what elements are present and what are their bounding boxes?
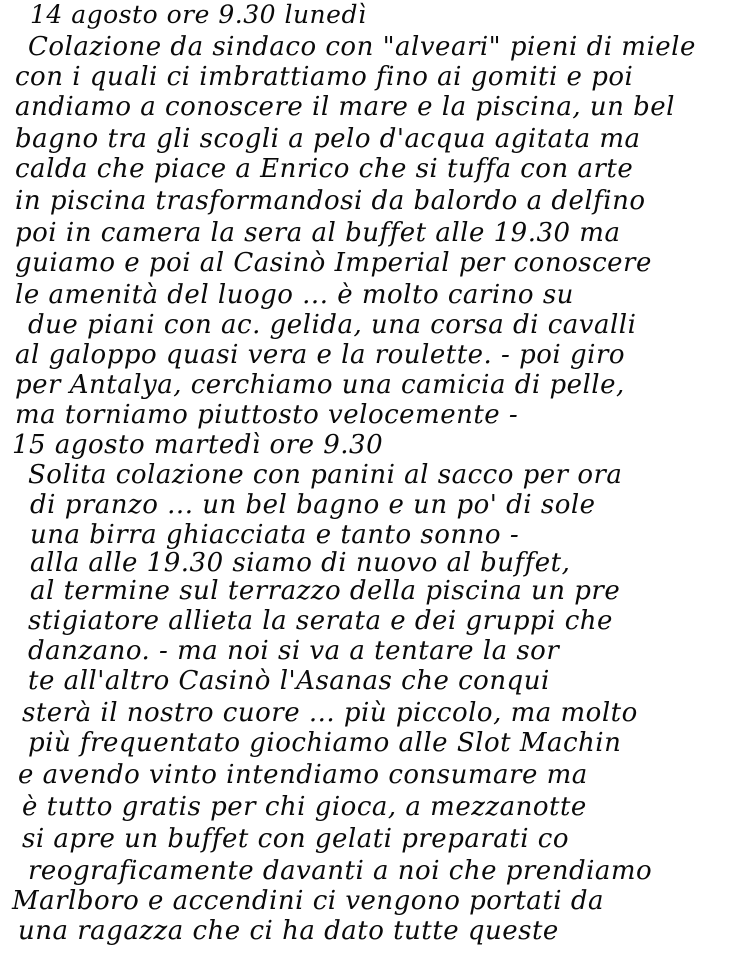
text-line-4: andiamo a conoscere il mare e la piscina, un bel xyxy=(15,92,675,122)
text-line-2: Colazione da sindaco con "alveari" pieni di miele xyxy=(28,32,696,62)
text-line-13: per Antalya, cerchiamo una camicia di pelle, xyxy=(15,370,625,400)
text-line-6: calda che piace a Enrico che si tuffa con arte xyxy=(15,154,634,184)
text-line-30: Marlboro e accendini ci vengono portati da xyxy=(12,886,604,916)
text-line-22: danzano. - ma noi si va a tentare la sor xyxy=(28,636,560,666)
text-line-28: si apre un buffet con gelati preparati co xyxy=(22,824,570,854)
text-line-3: con i quali ci imbrattiamo fino ai gomiti e poi xyxy=(15,62,634,92)
text-line-1: 14 agosto ore 9.30 lunedì xyxy=(30,0,367,29)
text-line-21: stigiatore allieta la serata e dei gruppi che xyxy=(28,606,613,636)
text-line-25: più frequentato giochiamo alle Slot Machin xyxy=(28,728,622,758)
text-line-26: e avendo vinto intendiamo consumare ma xyxy=(18,760,588,790)
text-line-5: bagno tra gli scogli a pelo d'acqua agitata ma xyxy=(15,124,641,154)
text-line-15: 15 agosto martedì ore 9.30 xyxy=(12,430,384,460)
text-line-29: reograficamente davanti a noi che prendiamo xyxy=(28,856,653,886)
text-line-11: due piani con ac. gelida, una corsa di cavalli xyxy=(28,310,637,340)
text-line-7: in piscina trasformandosi da balordo a delfino xyxy=(15,186,646,216)
text-line-17: di pranzo ... un bel bagno e un po' di sole xyxy=(30,490,596,520)
text-line-10: le amenità del luogo ... è molto carino su xyxy=(15,280,574,310)
text-line-31: una ragazza che ci ha dato tutte queste xyxy=(18,916,559,946)
text-line-12: al galoppo quasi vera e la roulette. - poi giro xyxy=(15,340,626,370)
text-line-20: al termine sul terrazzo della piscina un pre xyxy=(30,576,621,606)
text-line-24: sterà il nostro cuore ... più piccolo, ma molto xyxy=(22,698,638,728)
text-line-23: te all'altro Casinò l'Asanas che conqui xyxy=(28,666,550,696)
text-line-9: guiamo e poi al Casinò Imperial per conoscere xyxy=(15,248,652,278)
text-line-16: Solita colazione con panini al sacco per ora xyxy=(28,460,623,490)
text-line-19: alla alle 19.30 siamo di nuovo al buffet, xyxy=(30,548,571,578)
text-line-18: una birra ghiacciata e tanto sonno - xyxy=(30,520,520,550)
text-line-27: è tutto gratis per chi gioca, a mezzanotte xyxy=(22,792,587,822)
text-line-8: poi in camera la sera al buffet alle 19.30 ma xyxy=(15,218,621,248)
text-line-14: ma torniamo piuttosto velocemente - xyxy=(15,400,519,430)
